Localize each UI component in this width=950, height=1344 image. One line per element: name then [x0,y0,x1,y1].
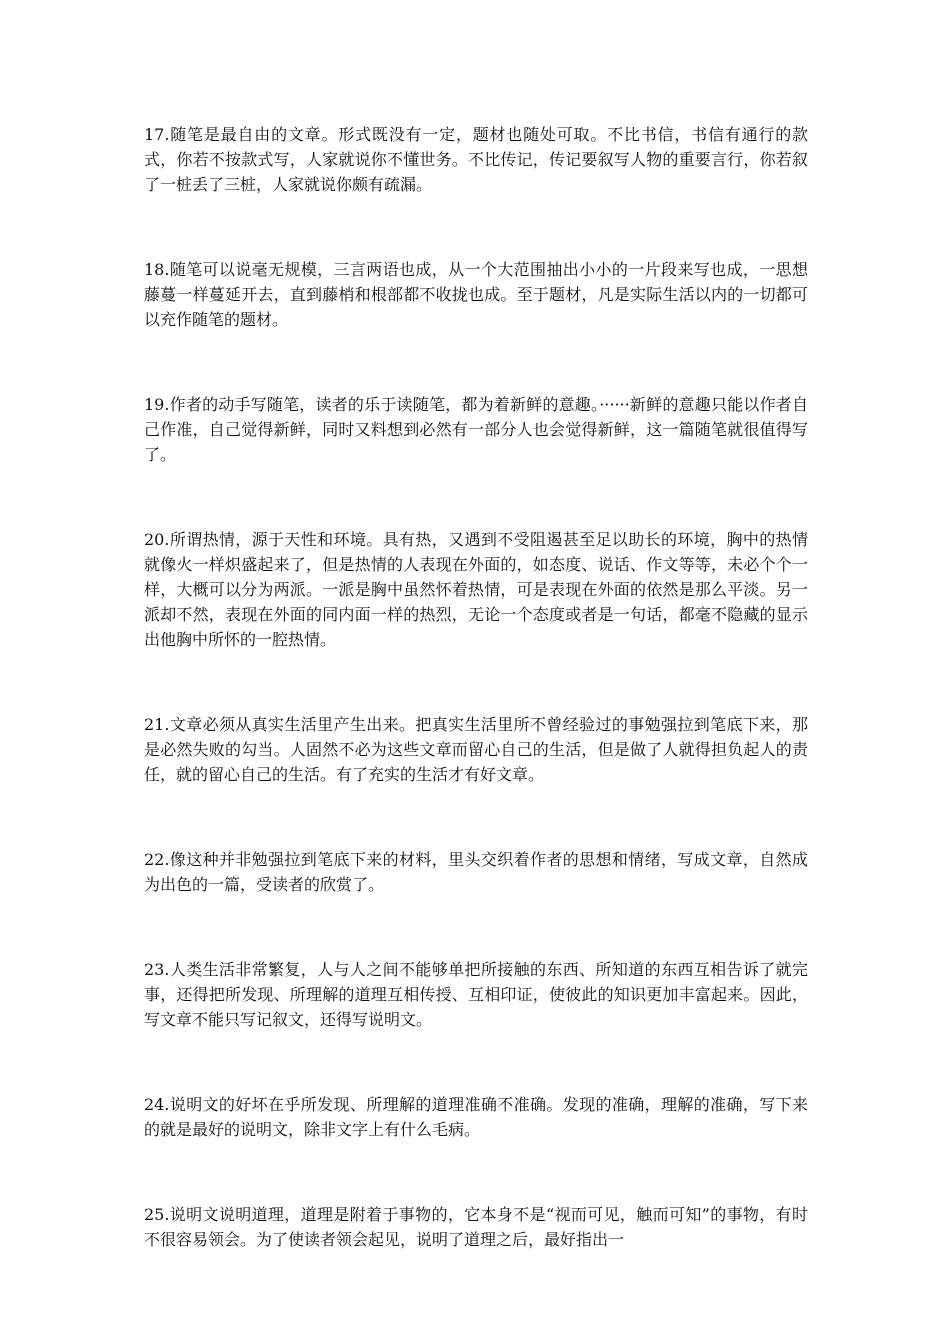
paragraph-25: 25.说明文说明道理，道理是附着于事物的，它本身不是“视而可见，触而可知”的事物，有时不很容易领会。为了使读者领会起见，说明了道理之后，最好指出一 [144,1205,808,1249]
paragraph-17: 17.随笔是最自由的文章。形式既没有一定，题材也随处可取。不比书信，书信有通行的款式，你若不按款式写，人家就说你不懂世务。不比传记，传记要叙写人物的重要言行，你若叙了一桩丢了三桩，人家就说你颇有疏漏。 [144,125,808,194]
paragraph-20: 20.所谓热情，源于天性和环境。具有热，又遇到不受阻遏甚至足以助长的环境，胸中的热情就像火一样炽盛起来了，但是热情的人表现在外面的，如态度、说话、作文等等，未必个个一样，大概可以分为两派。一派是胸中虽然怀着热情，可是表现在外面的依然是那么平淡。另一派却不然，表现在外面的同内面一样的热烈，无论一个态度或者是一句话，都毫不隐藏的显示出他胸中所怀的一腔热情。 [144,530,808,649]
paragraph-24: 24.说明文的好坏在乎所发现、所理解的道理准确不准确。发现的准确，理解的准确，写下来的就是最好的说明文，除非文字上有什么毛病。 [144,1095,808,1139]
paragraph-22: 22.像这种并非勉强拉到笔底下来的材料，里头交织着作者的思想和情绪，写成文章，自然成为出色的一篇，受读者的欣赏了。 [144,850,808,894]
document-body [144,122,808,1312]
paragraph-21: 21.文章必须从真实生活里产生出来。把真实生活里所不曾经验过的事勉强拉到笔底下来，那是必然失败的勾当。人固然不必为这些文章而留心自己的生活，但是做了人就得担负起人的责任，就的留心自己的生活。有了充实的生活才有好文章。 [144,715,808,784]
paragraph-23: 23.人类生活非常繁复，人与人之间不能够单把所接触的东西、所知道的东西互相告诉了就完事，还得把所发现、所理解的道理互相传授、互相印证，使彼此的知识更加丰富起来。因此，写文章不能只写记叙文，还得写说明文。 [144,960,808,1029]
paragraph-18: 18.随笔可以说毫无规模，三言两语也成，从一个大范围抽出小小的一片段来写也成，一思想藤蔓一样蔓延开去，直到藤梢和根部都不收拢也成。至于题材，凡是实际生活以内的一切都可以充作随笔的题材。 [144,260,808,329]
paragraph-19: 19.作者的动手写随笔，读者的乐于读随笔，都为着新鲜的意趣。······新鲜的意趣只能以作者自己作准，自己觉得新鲜，同时又料想到必然有一部分人也会觉得新鲜，这一篇随笔就很值得写了。 [144,395,808,464]
